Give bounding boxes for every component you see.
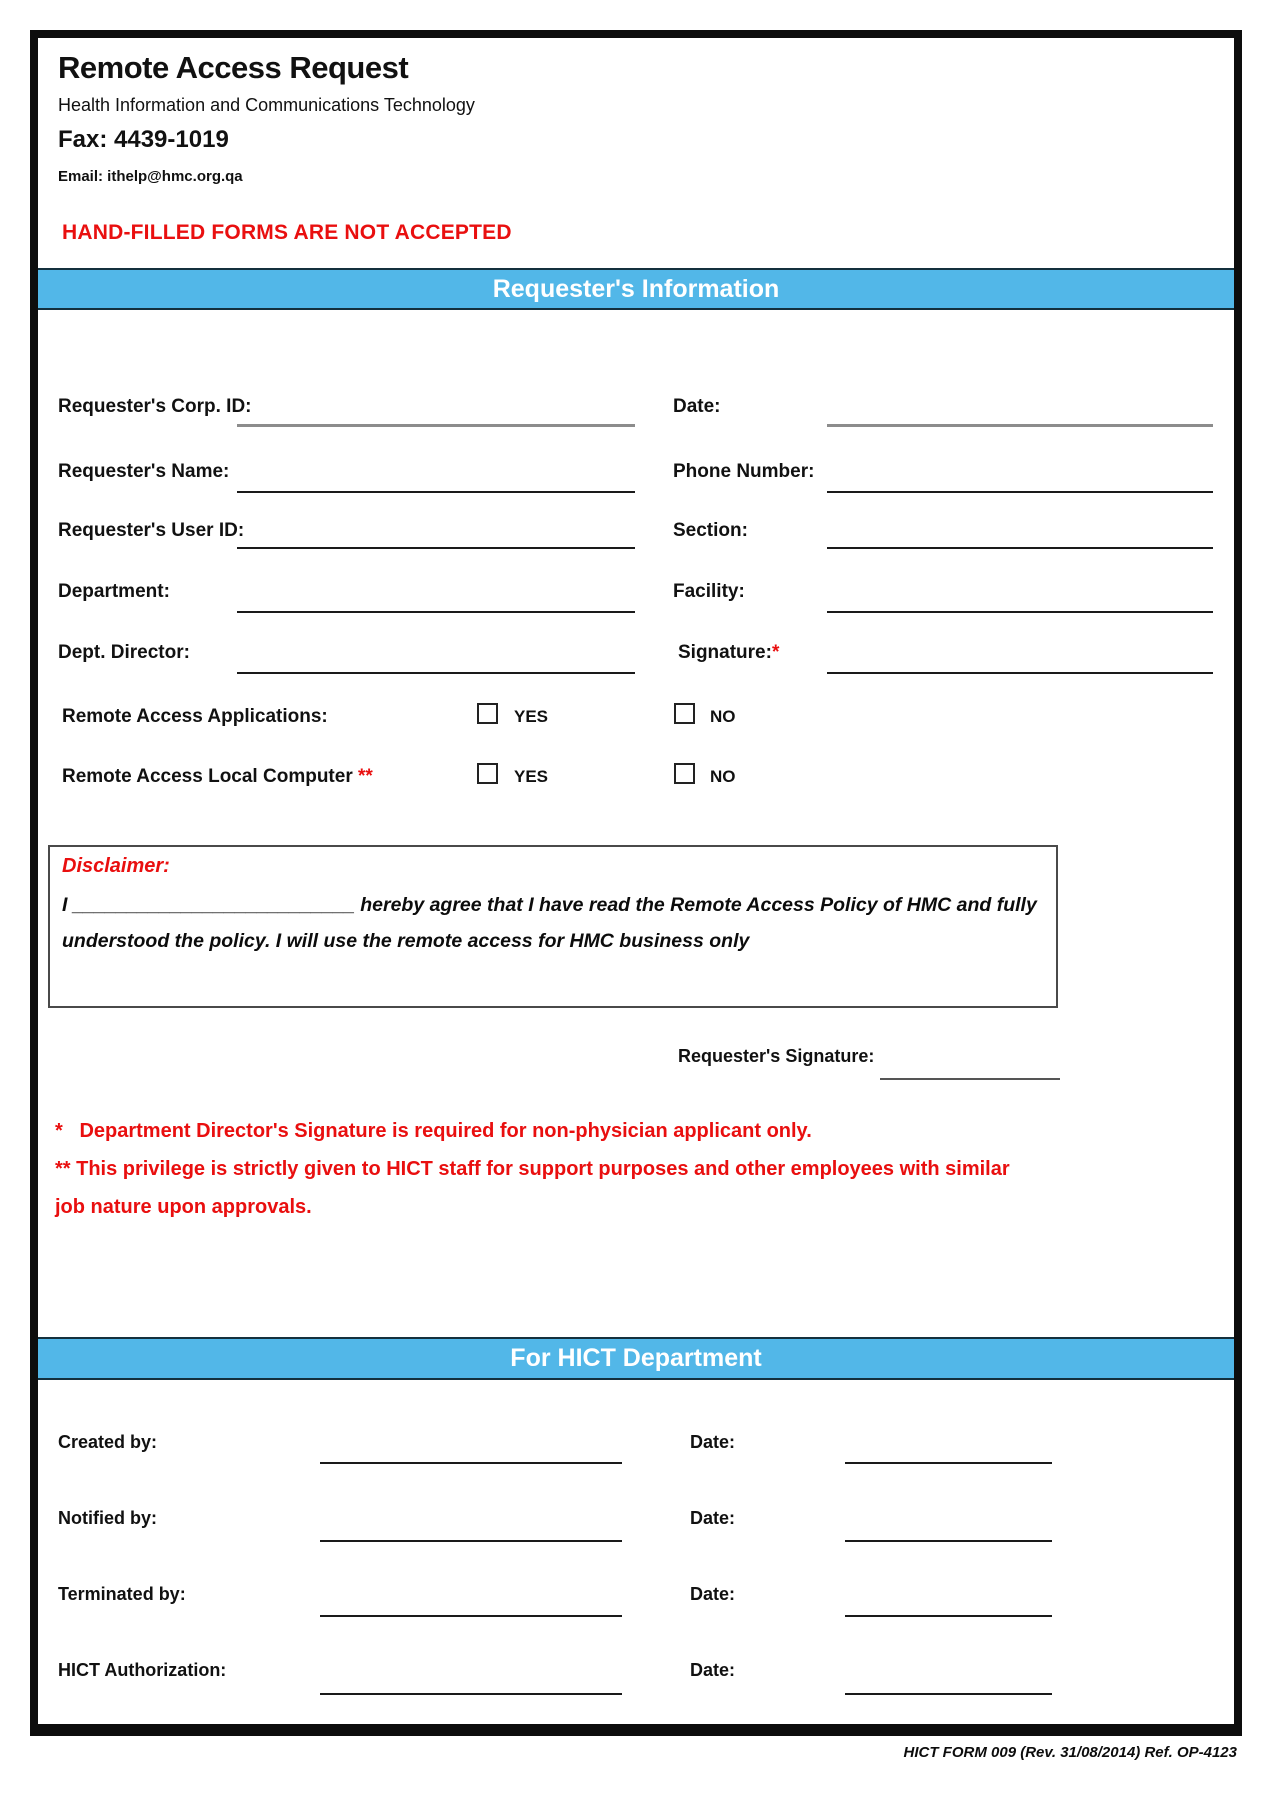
label-remote-access-applications: Remote Access Applications: xyxy=(62,706,328,727)
field-facility[interactable] xyxy=(827,611,1213,613)
field-requesters-user-id[interactable] xyxy=(237,547,635,549)
label-created-date: Date: xyxy=(690,1432,736,1452)
double-asterisk: ** xyxy=(358,766,373,787)
email-address: Email: ithelp@hmc.org.qa xyxy=(58,168,243,185)
field-notified-date[interactable] xyxy=(845,1540,1052,1542)
remote-access-applications-yes-checkbox[interactable] xyxy=(477,703,498,724)
field-department[interactable] xyxy=(237,611,635,613)
field-director-signature[interactable] xyxy=(827,672,1213,674)
hand-filled-warning: HAND-FILLED FORMS ARE NOT ACCEPTED xyxy=(62,221,512,244)
field-authorization-date[interactable] xyxy=(845,1693,1052,1695)
label-notified-by: Notified by: xyxy=(58,1508,157,1528)
field-requesters-corp-id[interactable] xyxy=(237,424,635,427)
required-asterisk: * xyxy=(771,642,780,663)
footnote-privilege-line1: ** This privilege is strictly given to HICT staff for support purposes and other employees with similar xyxy=(55,1158,1010,1180)
label-facility: Facility: xyxy=(673,581,745,602)
field-terminated-date[interactable] xyxy=(845,1615,1052,1617)
label-date-requester: Date: xyxy=(673,396,721,417)
label-hict-authorization: HICT Authorization: xyxy=(58,1660,227,1680)
field-hict-authorization[interactable] xyxy=(320,1693,622,1695)
form-title: Remote Access Request xyxy=(58,50,409,85)
disclaimer-box xyxy=(48,845,1058,1008)
label-department: Department: xyxy=(58,581,170,602)
disclaimer-line1: I __________________________ hereby agree that I have read the Remote Access Policy of HMC and fully xyxy=(62,894,1037,916)
remote-access-applications-no-checkbox[interactable] xyxy=(674,703,695,724)
label-dept-director: Dept. Director: xyxy=(58,642,190,663)
label-authorization-date: Date: xyxy=(690,1660,736,1680)
label-requesters-signature: Requester's Signature: xyxy=(678,1046,875,1066)
label-remote-access-local-computer xyxy=(62,766,373,788)
field-dept-director[interactable] xyxy=(237,672,635,674)
label-terminated-date: Date: xyxy=(690,1584,736,1604)
label-notified-date: Date: xyxy=(690,1508,736,1528)
footnote-privilege-line2: job nature upon approvals. xyxy=(55,1196,312,1218)
remote-access-applications-yes-label: YES xyxy=(514,707,549,726)
remote-access-local-computer-no-label: NO xyxy=(710,767,736,786)
field-phone-number[interactable] xyxy=(827,491,1213,493)
form-reference-footer: HICT FORM 009 (Rev. 31/08/2014) Ref. OP-4123 xyxy=(903,1744,1237,1761)
section-header-requesters-information xyxy=(38,268,1234,310)
label-section: Section: xyxy=(673,520,748,541)
footnote-director-signature: * Department Director's Signature is required for non-physician applicant only. xyxy=(55,1120,812,1142)
field-section[interactable] xyxy=(827,547,1213,549)
label-requesters-name: Requester's Name: xyxy=(58,461,230,482)
disclaimer-label: Disclaimer: xyxy=(62,855,170,877)
field-requesters-signature[interactable] xyxy=(880,1078,1060,1080)
remote-access-applications-no-label: NO xyxy=(710,707,736,726)
section-header-for-hict-department xyxy=(38,1337,1234,1380)
fax-number: Fax: 4439-1019 xyxy=(58,126,229,153)
remote-access-local-computer-no-checkbox[interactable] xyxy=(674,763,695,784)
section1-title: Requester's Information xyxy=(492,275,780,303)
label-remote-access-local-computer-text: Remote Access Local Computer xyxy=(62,766,358,787)
field-terminated-by[interactable] xyxy=(320,1615,622,1617)
label-requesters-user-id: Requester's User ID: xyxy=(58,520,245,541)
disclaimer-line2: understood the policy. I will use the remote access for HMC business only xyxy=(62,930,750,952)
section2-title: For HICT Department xyxy=(510,1344,762,1372)
label-phone-number: Phone Number: xyxy=(673,461,815,482)
field-date-requester[interactable] xyxy=(827,424,1213,427)
label-director-signature xyxy=(678,642,779,664)
field-notified-by[interactable] xyxy=(320,1540,622,1542)
field-created-date[interactable] xyxy=(845,1462,1052,1464)
remote-access-local-computer-yes-label: YES xyxy=(514,767,549,786)
label-requesters-corp-id: Requester's Corp. ID: xyxy=(58,396,252,417)
label-created-by: Created by: xyxy=(58,1432,158,1452)
field-requesters-name[interactable] xyxy=(237,491,635,493)
remote-access-local-computer-yes-checkbox[interactable] xyxy=(477,763,498,784)
label-terminated-by: Terminated by: xyxy=(58,1584,186,1604)
label-director-signature-text: Signature: xyxy=(678,642,772,663)
form-subtitle: Health Information and Communications Technology xyxy=(58,95,475,115)
field-created-by[interactable] xyxy=(320,1462,622,1464)
